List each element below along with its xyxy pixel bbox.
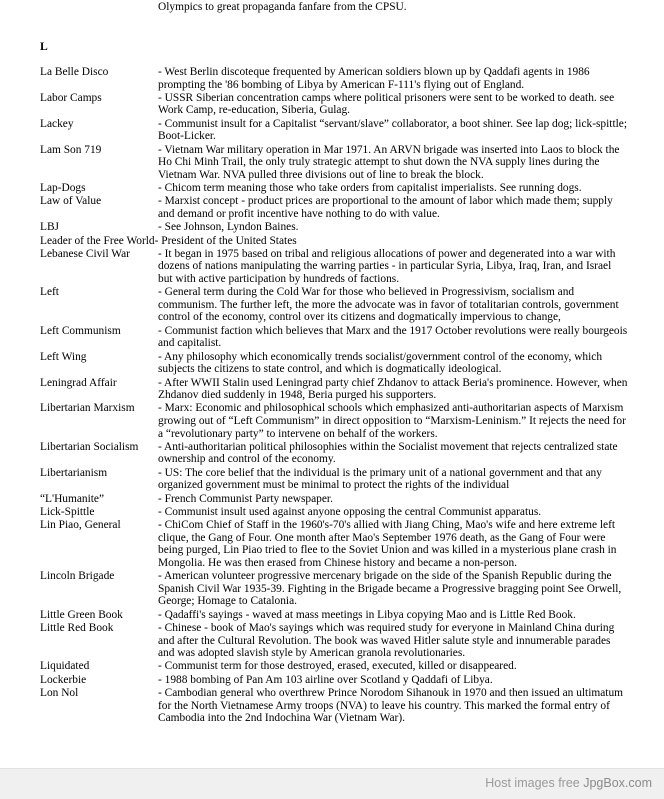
entry-definition: - Any philosophy which economically trends socialist/government control of the economy, which subjects the citizens to state control, and which is dogmatically ideological. — [158, 350, 603, 376]
glossary-entry — [0, 402, 664, 440]
glossary-entry — [0, 570, 664, 608]
entry-term: Left — [40, 286, 59, 299]
entry-definition: - After WWII Stalin used Leningrad party chief Zhdanov to attack Beria's prominence. However, when Zhdanov died suddenly in 1948, Beria purged his supporters. — [158, 376, 628, 402]
entry-term: Libertarian Marxism — [40, 402, 135, 415]
entry-definition: - Communist faction which believes that Marx and the 1917 October revolutions were really bourgeois and capitalist. — [158, 324, 628, 350]
entry-definition: - Marxist concept - product prices are proportional to the amount of labor which made them; supply and demand or profit incentive have nothing to do with value. — [158, 195, 613, 220]
glossary-entry — [0, 182, 664, 195]
entry-definition: - Anti-authoritarian political philosophies within the Socialist movement that rejects centralized state ownership and control of the economy. — [158, 440, 618, 466]
entry-term: Lam Son 719 — [40, 143, 102, 156]
entry-term: Labor Camps — [40, 91, 102, 104]
glossary-entry — [0, 92, 664, 117]
glossary-entry — [0, 351, 664, 376]
entry-term: Lap-Dogs — [40, 182, 86, 195]
entry-term: Left Wing — [40, 350, 87, 363]
glossary-entry — [0, 66, 664, 91]
entry-term: La Belle Disco — [40, 66, 109, 78]
entry-definition: - Communist term for those destroyed, erased, executed, killed or disappeared. — [158, 660, 517, 673]
footer-credit[interactable] — [485, 776, 652, 790]
entry-term: Law of Value — [40, 195, 102, 208]
entry-term: Lincoln Brigade — [40, 570, 115, 583]
glossary-entry — [0, 493, 664, 506]
entry-term: “L'Humanite” — [40, 492, 105, 505]
entry-definition: - USSR Siberian concentration camps where political prisoners were sent to be worked to death. see Work Camp, re-education, Siberia, Gulag. — [158, 91, 615, 117]
entry-definition: - Communist insult for a Capitalist “servant/slave” collaborator, a boot shiner. See lap dog; lick-spittle; Boot-Licker. — [158, 117, 627, 143]
entry-term: Lockerbie — [40, 673, 87, 686]
entry-term: Leningrad Affair — [40, 376, 117, 389]
footer-brand[interactable]: JpgBox.com — [583, 776, 652, 790]
entry-definition: - US: The core belief that the individual is the primary unit of a national government and that any organized government must be minimal to protect the rights of the individual — [158, 466, 602, 492]
entry-term: Leader of the Free World — [40, 234, 155, 247]
entry-definition: - Chinese - book of Mao's sayings which was required study for everyone in Mainland China during and after the Cultural Revolution. The book was waved Hitler salute style and innumerable parades and was adopted slavish style by American granola revolutionaries. — [158, 621, 615, 660]
glossary-entry — [0, 519, 664, 569]
entry-definition: - West Berlin discoteque frequented by American soldiers blown up by Qaddafi agents in 1986 prompting the '86 bombing of Libya by American F-111's flying out of England. — [158, 66, 590, 91]
entry-definition: - It began in 1975 based on tribal and religious allocations of power and degenerated into a war with dozens of nations manipulating the warring parties - in particular Syria, Libya, Iraq, Iran, and Israel but with active participation by hundreds of factions. — [158, 247, 616, 285]
entry-term: Little Green Book — [40, 608, 123, 621]
glossary-entry — [0, 441, 664, 466]
glossary-entry — [0, 118, 664, 143]
entry-term: Lon Nol — [40, 687, 79, 699]
entry-definition: - Communist insult used against anyone opposing the central Communist apparatus. — [158, 505, 542, 518]
glossary-entry — [0, 248, 664, 286]
glossary-entry — [0, 622, 664, 660]
entry-definition: - American volunteer progressive mercenary brigade on the side of the Spanish Republic during the Spanish Civil War 1935-39. Fighting in the Brigade became a Progressive bragging point See Orwell, George; Homage to Catalonia. — [158, 570, 622, 608]
glossary-entry — [0, 377, 664, 402]
entry-term: Lebanese Civil War — [40, 247, 130, 260]
entry-term: Libertarian Socialism — [40, 440, 139, 453]
entry-definition: - French Communist Party newspaper. — [158, 492, 333, 505]
glossary-list — [0, 66, 664, 725]
entry-definition: - Cambodian general who overthrew Prince Norodom Sihanouk in 1970 and then issued an ultimatum for the North Vietnamese Army troops (NVA) to leave his country. This marked the formal entry of Cambodia into the 2nd Indochina War (Vietnam War). — [158, 687, 624, 725]
entry-definition: - Qadaffi's sayings - waved at mass meetings in Libya copying Mao and is Little Red Book. — [158, 608, 576, 621]
footer-prefix: Host images free — [485, 776, 584, 790]
entry-definition: - Chicom term meaning those who take orders from capitalist imperialists. See running dogs. — [158, 182, 582, 195]
entry-term: Left Communism — [40, 324, 121, 337]
entry-term: LBJ — [40, 221, 59, 234]
glossary-entry — [0, 674, 664, 687]
glossary-entry — [0, 506, 664, 519]
entry-term: Lick-Spittle — [40, 505, 95, 518]
glossary-entry — [0, 467, 664, 492]
entry-definition: - Vietnam War military operation in Mar 1971. An ARVN brigade was inserted into Laos to block the Ho Chi Minh Trail, the only truly strategic attempt to shut down the NVA supply lines during the Vietnam War. NVA pulled three divisions out of line to break the block. — [158, 143, 620, 181]
glossary-entry — [0, 609, 664, 622]
glossary-entry — [0, 144, 664, 182]
entry-definition: - 1988 bombing of Pan Am 103 airline over Scotland y Qaddafi of Libya. — [158, 673, 493, 686]
glossary-entry — [0, 660, 664, 673]
footer-bar — [0, 768, 664, 799]
section-letter: L — [40, 40, 48, 53]
glossary-entry — [0, 325, 664, 350]
glossary-entry — [0, 221, 664, 234]
entry-term: Lackey — [40, 117, 74, 130]
entry-term: Lin Piao, General — [40, 519, 121, 532]
entry-term: Libertarianism — [40, 466, 108, 479]
entry-definition: - General term during the Cold War for those who believed in Progressivism, socialism and communism. The further left, the more the advocate was in favor of totalitarian controls, government control of the economy, control over its citizens and dogmatically impervious to change, — [158, 286, 619, 324]
entry-term: Little Red Book — [40, 621, 114, 634]
entry-definition: - Marx: Economic and philosophical schools which emphasized anti-authoritarian aspects of Marxism growing out of “Left Communism” in direct opposition to “Marxism-Leninism.” It rejects the need for a “revolutionary party” to intervene on behalf of the workers. — [158, 402, 626, 440]
intro-line: Olympics to great propaganda fanfare from the CPSU. — [158, 1, 407, 13]
glossary-entry — [0, 286, 664, 324]
entry-definition: - President of the United States — [154, 234, 297, 247]
glossary-entry — [0, 195, 664, 220]
entry-definition: - ChiCom Chief of Staff in the 1960's-70's allied with Jiang Ching, Mao's wife and here extreme left clique, the Gang of Four. One month after Mao's September 1976 death, as the Gang of Four were being purged, Lin Piao tried to flee to the Soviet Union and was killed in a mysterious plane crash in Mongolia. He was then erased from Chinese history and became a non-person. — [158, 519, 617, 569]
glossary-entry — [0, 235, 664, 248]
entry-term: Liquidated — [40, 660, 90, 673]
entry-definition: - See Johnson, Lyndon Baines. — [158, 221, 299, 234]
glossary-entry — [0, 687, 664, 725]
